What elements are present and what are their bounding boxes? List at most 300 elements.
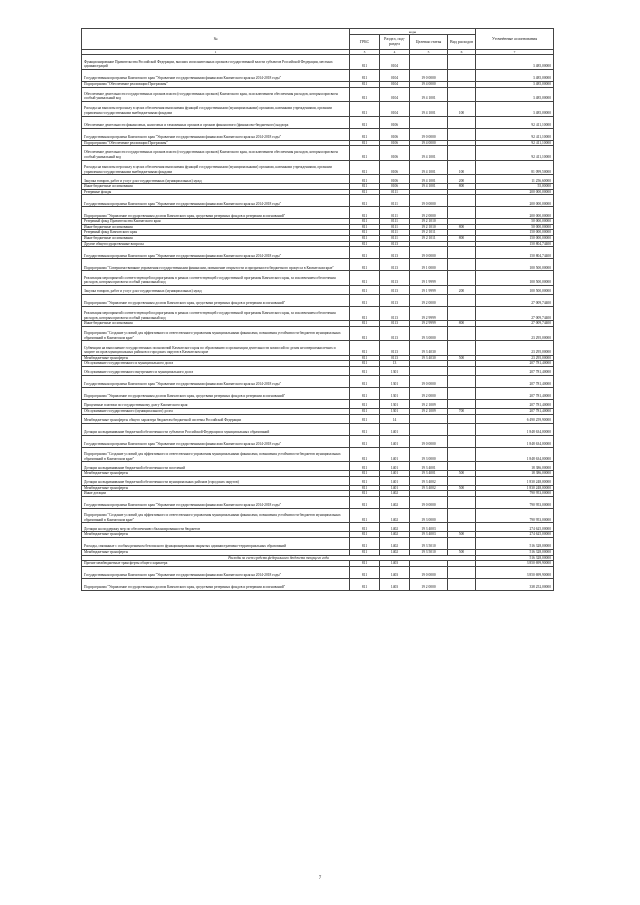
row-name: Подпрограмма "Создание условий для эффективного и ответственного управления муниципальными финансами, повышения устойчивости бюджетов муниципальных образований в Камчатском крае" [82,326,350,341]
row-name: Расходы на выплаты персоналу в целях обеспечения выполнения функций государственными (муниципальными) органами, казенными учреждениями, органами управления государственными внебюджетными фондами [82,160,350,175]
row-target: 19 0 0000 [410,128,448,140]
row-grbs: 811 [350,355,380,361]
table-row [82,294,554,306]
row-type [448,423,476,435]
row-type: 500 [448,355,476,361]
row-type: 200 [448,285,476,294]
row-section: 1402 [380,491,410,497]
row-name: Закупка товаров, работ и услуг для государственных (муниципальных) нужд [82,175,350,184]
table-row [82,476,554,485]
row-grbs: 811 [350,102,380,117]
row-target: 19 2 1009 [410,400,448,409]
row-grbs: 811 [350,241,380,247]
table-row [82,247,554,259]
num-5: 5 [410,50,448,55]
row-section: 1301 [380,376,410,388]
row-grbs: 811 [350,496,380,508]
table-row [82,128,554,140]
row-grbs: 811 [350,550,380,556]
row-target: 19 4 1001 [410,184,448,190]
row-name: Расходы, связанные с особым режимом безопасного функционирования закрытых административно-территориальных образований [82,538,350,550]
row-target: 19 0 0000 [410,195,448,207]
row-target: 19 2 0000 [410,388,448,400]
row-section: 0113 [380,247,410,259]
row-sum: 1 848 634,00000 [476,423,554,435]
row-name: Межбюджетные трансферты общего характера бюджетам бюджетной системы Российской Федерации [82,414,350,423]
row-grbs: 811 [350,321,380,327]
row-name: Другие общегосударственные вопросы [82,241,350,247]
row-sum: 27 009,74400 [476,294,554,306]
row-sum: 92 411,10000 [476,140,554,146]
row-section: 0111 [380,189,410,195]
row-name: Подпрограмма "Совершенствование управления государственными финансами, повышение открытости и прозрачности бюджетного процесса в Камчатском крае" [82,259,350,271]
row-name: Резервный фонд Камчатского края [82,230,350,236]
row-name: Реализация мероприятий соответствующей подпрограммы в рамках соответствующей государственной программы Камчатского края, за исключением обеспечения расходов, которым присвоен особый уникальный код [82,271,350,286]
row-sum: 3 485,00000 [476,69,554,81]
row-target: 19 3 4030 [410,341,448,356]
row-target: 19 4 1001 [410,102,448,117]
row-target: 19 2 1010 [410,219,448,225]
row-sum: 790 953,00000 [476,496,554,508]
table-row [82,306,554,321]
row-sum: 11 256,60000 [476,175,554,184]
row-target: 19 4 0000 [410,81,448,87]
row-type [448,195,476,207]
header-section: Раздел, под-раздел [380,35,410,50]
row-grbs: 811 [350,140,380,146]
table-row [82,462,554,471]
table-row [82,566,554,578]
row-section: 1401 [380,476,410,485]
row-section: 1402 [380,538,410,550]
row-name: Обслуживание государственного (муниципального) долга [82,409,350,415]
row-sum: 207 781,40000 [476,400,554,409]
row-section: 0106 [380,128,410,140]
row-grbs: 811 [350,230,380,236]
row-sum: 18 386,00000 [476,462,554,471]
row-name: Реализация мероприятий соответствующей подпрограммы в рамках соответствующей государственной программы Камчатского края, за исключением обеспечения расходов, которым присвоен особый уникальный код [82,306,350,321]
row-sum: 27 009,74400 [476,321,554,327]
row-name: Межбюджетные трансферты [82,550,350,556]
row-grbs: 811 [350,175,380,184]
row-target [410,116,448,128]
row-section: 1301 [380,367,410,376]
row-type [448,435,476,447]
table-row [82,116,554,128]
row-name: Иные бюджетные ассигнования [82,236,350,242]
row-target: 19 0 0000 [410,496,448,508]
row-name: Государственная программа Камчатского края "Управление государственными финансами Камчатского края на 2014-2018 годы" [82,247,350,259]
row-section: 0113 [380,326,410,341]
row-target: 19 3 4002 [410,485,448,491]
row-grbs: 811 [350,388,380,400]
table-row [82,285,554,294]
row-type [448,566,476,578]
row-type [448,116,476,128]
row-name: Государственная программа Камчатского края "Управление государственными финансами Камчатского края на 2014-2018 годы" [82,128,350,140]
row-name: Дотации на поддержку мер по обеспечению сбалансированности бюджетов [82,523,350,532]
row-grbs: 811 [350,87,380,102]
row-name: Государственная программа Камчатского края "Управление государственными финансами Камчатского края на 2014-2018 годы" [82,376,350,388]
row-section: 0104 [380,87,410,102]
row-target: 19 3 4002 [410,476,448,485]
row-type [448,400,476,409]
row-name: Межбюджетные трансферты [82,532,350,538]
row-name: Межбюджетные трансферты [82,485,350,491]
row-type: 800 [448,184,476,190]
row-section: 1402 [380,508,410,523]
row-name: Резервный фонд Правительства Камчатского края [82,219,350,225]
table-row [82,376,554,388]
row-target: 19 3 0000 [410,326,448,341]
table-row [82,55,554,70]
row-grbs: 811 [350,361,380,367]
row-target [410,55,448,70]
row-target: 19 2 1011 [410,236,448,242]
row-type: 100 [448,102,476,117]
row-name: Дотации на выравнивание бюджетной обеспеченности субъектов Российской Федерации и муниципальных образований [82,423,350,435]
row-sum: 3 850 699,90000 [476,561,554,567]
row-grbs: 811 [350,471,380,477]
row-type [448,271,476,286]
header-target: Целевая статья [410,35,448,50]
row-grbs: 811 [350,462,380,471]
row-grbs: 811 [350,532,380,538]
table-row [82,175,554,184]
row-type [448,69,476,81]
row-name: Дотации на выравнивание бюджетной обеспеченности поселений [82,462,350,471]
row-name: Иные бюджетные ассигнования [82,224,350,230]
row-name: Прочие межбюджетные трансферты общего характера [82,561,350,567]
row-sum: 207 781,40000 [476,361,554,367]
row-sum: 3 485,00000 [476,87,554,102]
row-name: Резервные фонды [82,189,350,195]
row-grbs: 811 [350,236,380,242]
row-sum: 207 781,40000 [476,388,554,400]
row-target: 19 4 0000 [410,140,448,146]
row-section: 0113 [380,241,410,247]
row-type [448,341,476,356]
row-target: 19 0 0000 [410,566,448,578]
row-name: Подпрограмма "Управление государственным долгом Камчатского края, средствами резервных фондов и резервами ассигнований" [82,294,350,306]
row-grbs: 811 [350,400,380,409]
table-row [82,367,554,376]
row-sum: 790 953,00000 [476,491,554,497]
row-name: Подпрограмма "Создание условий для эффективного и ответственного управления муниципальными финансами, повышения устойчивости бюджетов муниципальных образований в Камчатском крае" [82,508,350,523]
row-target: 19 4 1001 [410,175,448,184]
row-grbs: 811 [350,224,380,230]
row-name: Государственная программа Камчатского края "Управление государственными финансами Камчатского края на 2014-2018 годы" [82,69,350,81]
row-name: Государственная программа Камчатского края "Управление государственными финансами Камчатского края на 2014-2018 годы" [82,195,350,207]
num-3: 3 [350,50,380,55]
row-target: 19 1 9999 [410,285,448,294]
row-sum: 200 000,00000 [476,189,554,195]
row-section: 1401 [380,485,410,491]
row-section: 0111 [380,195,410,207]
row-section: 1403 [380,561,410,567]
table-row [82,207,554,219]
row-grbs: 811 [350,285,380,294]
row-section: 14 [380,414,410,423]
row-sum: 100 500,00000 [476,285,554,294]
row-target: 19 0 0000 [410,376,448,388]
row-grbs: 811 [350,423,380,435]
row-sum: 50 000,00000 [476,224,554,230]
row-section: 0111 [380,207,410,219]
table-row [82,388,554,400]
row-sum: 150 000,00000 [476,230,554,236]
row-name: Закупка товаров, работ и услуг для государственных (муниципальных) нужд [82,285,350,294]
row-name: Обеспечение деятельности государственных органов власти (государственных органов) Камчатского края, за исключением обеспечения расходов, которым присвоен особый уникальный код [82,87,350,102]
row-type [448,306,476,321]
row-section: 0113 [380,271,410,286]
row-sum: 3 485,00000 [476,81,554,87]
row-grbs: 811 [350,485,380,491]
row-grbs: 811 [350,116,380,128]
row-sum: 100 500,00000 [476,271,554,286]
row-type [448,55,476,70]
row-sum: 200 000,00000 [476,195,554,207]
row-type [448,523,476,532]
row-type: 100 [448,160,476,175]
row-grbs: 811 [350,326,380,341]
row-name: Государственная программа Камчатского края "Управление государственными финансами Камчатского края на 2014-2018 годы" [82,435,350,447]
row-section: 1402 [380,550,410,556]
row-section: 0113 [380,355,410,361]
row-grbs: 811 [350,294,380,306]
row-section: 1401 [380,435,410,447]
row-type [448,376,476,388]
row-sum: 150 000,00000 [476,236,554,242]
row-sum: 207 781,40000 [476,376,554,388]
row-type [448,578,476,590]
row-target: 19 2 0000 [410,578,448,590]
header-codes: коды [350,29,476,35]
row-sum: 207 781,40000 [476,409,554,415]
row-target: 19 0 0000 [410,247,448,259]
row-name: Межбюджетные трансферты [82,471,350,477]
row-section: 0113 [380,341,410,356]
row-grbs: 811 [350,81,380,87]
table-row [82,102,554,117]
row-grbs: 811 [350,578,380,590]
row-name: Подпрограмма "Обеспечение реализации Программы" [82,81,350,87]
row-target: 19 3 0000 [410,447,448,462]
row-sum: 23 295,00000 [476,326,554,341]
row-name: Подпрограмма "Обеспечение реализации Программы" [82,140,350,146]
num-1: 1 [82,50,350,55]
row-target: 19 2 1011 [410,230,448,236]
row-target: 19 3 4030 [410,355,448,361]
row-target: 19 4 1001 [410,160,448,175]
row-target: 19 2 1009 [410,409,448,415]
row-sum: 790 953,00000 [476,508,554,523]
row-section: 1402 [380,523,410,532]
row-section: 1401 [380,447,410,462]
row-sum: 3 485,00000 [476,102,554,117]
table-row [82,508,554,523]
row-sum: 1 830 248,00000 [476,476,554,485]
row-type: 800 [448,236,476,242]
row-target: 19 0 0000 [410,69,448,81]
row-type: 200 [448,175,476,184]
row-grbs: 811 [350,184,380,190]
row-sum: 150 804,74400 [476,247,554,259]
row-target [410,367,448,376]
header-number: № [82,29,350,50]
table-row [82,160,554,175]
table-row [82,326,554,341]
row-grbs: 811 [350,160,380,175]
row-name: Процентные платежи по государственному долгу Камчатского края [82,400,350,409]
row-type: 500 [448,532,476,538]
row-section: 1301 [380,388,410,400]
row-name: Субвенции на выполнение государственных полномочий Камчатского края по образованию и организации деятельности комиссий по делам несовершеннолетних и защите их прав муниципальных районов и городских округов в Камчатском крае [82,341,350,356]
num-4: 4 [380,50,410,55]
table-row [82,341,554,356]
row-section: 1401 [380,462,410,471]
row-grbs: 811 [350,69,380,81]
budget-table-sheet [81,28,553,591]
row-name: Государственная программа Камчатского края "Управление государственными финансами Камчатского края на 2014-2018 годы" [82,566,350,578]
row-section: 1301 [380,409,410,415]
row-type: 500 [448,550,476,556]
row-section: 0104 [380,69,410,81]
num-6: 6 [448,50,476,55]
row-type [448,128,476,140]
row-name: Подпрограмма "Управление государственным долгом Камчатского края, средствами резервных фондов и резервами ассигнований" [82,388,350,400]
row-sum: 18 386,00000 [476,471,554,477]
row-target: 19 3 0000 [410,508,448,523]
row-name: Иные бюджетные ассигнования [82,184,350,190]
row-sum: 274 625,00000 [476,532,554,538]
row-name: Функционирование Правительства Российской Федерации, высших исполнительных органов государственной власти субъектов Российской Федерации, местных администраций [82,55,350,70]
row-sum: 55,00000 [476,184,554,190]
row-target: 19 0 0000 [410,435,448,447]
row-sum: 274 625,00000 [476,523,554,532]
row-type [448,414,476,423]
row-type: 800 [448,224,476,230]
row-sum: 27 009,74400 [476,306,554,321]
row-target [410,414,448,423]
row-grbs: 811 [350,435,380,447]
row-type [448,294,476,306]
row-name: Межбюджетные трансферты [82,355,350,361]
row-name: Иные бюджетные ассигнования [82,321,350,327]
row-name: Государственная программа Камчатского края "Управление государственными финансами Камчатского края на 2014-2018 годы" [82,496,350,508]
table-row [82,523,554,532]
row-section: 0106 [380,146,410,161]
row-grbs: 811 [350,259,380,271]
row-sum: 92 411,10000 [476,116,554,128]
table-row [82,447,554,462]
table-row [82,435,554,447]
row-section: 1401 [380,471,410,477]
row-grbs: 811 [350,55,380,70]
table-row [82,69,554,81]
row-sum: 81 099,50000 [476,160,554,175]
row-target [410,423,448,435]
row-type [448,388,476,400]
row-sum: 50 000,00000 [476,219,554,225]
row-type: 500 [448,471,476,477]
row-section: 0111 [380,236,410,242]
row-section: 0111 [380,224,410,230]
row-type [448,462,476,471]
row-sum: 338 252,00000 [476,578,554,590]
row-section: 0104 [380,102,410,117]
row-type [448,259,476,271]
row-name: Обеспечение деятельности государственных органов власти (государственных органов) Камчатского края, за исключением обеспечения расходов, которым присвоен особый уникальный код [82,146,350,161]
table-row [82,423,554,435]
row-grbs: 811 [350,207,380,219]
row-grbs: 811 [350,341,380,356]
row-target: 19 2 0000 [410,207,448,219]
row-section: 1301 [380,400,410,409]
table-row [82,195,554,207]
budget-table [81,28,554,591]
row-grbs: 811 [350,189,380,195]
row-grbs: 811 [350,128,380,140]
row-grbs: 811 [350,195,380,207]
row-name: Иные дотации [82,491,350,497]
row-type [448,367,476,376]
row-name: Обеспечение деятельности финансовых, налоговых и таможенных органов и органов финансового (финансово-бюджетного) надзора [82,116,350,128]
row-grbs: 811 [350,376,380,388]
row-sum: 23 295,00000 [476,341,554,356]
row-grbs: 811 [350,447,380,462]
row-name: Расходы на выплаты персоналу в целях обеспечения выполнения функций государственными (муниципальными) органами, казенными учреждениями, органами управления государственными внебюджетными фондами [82,102,350,117]
row-section: 13 [380,361,410,367]
row-grbs: 811 [350,523,380,532]
row-section: 0113 [380,285,410,294]
row-section: 0106 [380,140,410,146]
row-grbs: 811 [350,409,380,415]
row-section: 1403 [380,578,410,590]
row-grbs: 811 [350,566,380,578]
header-grbs: ГРБС [350,35,380,50]
row-grbs: 811 [350,476,380,485]
row-type: 500 [448,485,476,491]
row-sum: 516 328,00000 [476,538,554,550]
row-grbs: 811 [350,247,380,259]
row-target: 19 3 5010 [410,550,448,556]
row-type: 800 [448,321,476,327]
row-target: 19 3 4001 [410,471,448,477]
row-grbs: 811 [350,414,380,423]
row-grbs: 811 [350,508,380,523]
row-sum: 516 328,00000 [476,550,554,556]
row-section: 0106 [380,175,410,184]
row-grbs: 811 [350,219,380,225]
row-sum: 150 804,74400 [476,241,554,247]
table-row [82,414,554,423]
row-target: 19 2 9999 [410,306,448,321]
row-type [448,146,476,161]
row-target: 19 4 1001 [410,146,448,161]
row-section: 0113 [380,321,410,327]
special-note-sum: 516 328,00000 [476,555,554,561]
row-sum: 6 490 259,90000 [476,414,554,423]
row-section: 0104 [380,55,410,70]
row-sum: 23 295,00000 [476,355,554,361]
row-target: 19 1 0000 [410,259,448,271]
row-type [448,496,476,508]
row-sum: 207 781,40000 [476,367,554,376]
row-section: 0113 [380,294,410,306]
row-sum: 92 411,10000 [476,146,554,161]
page-number: 7 [318,876,322,881]
